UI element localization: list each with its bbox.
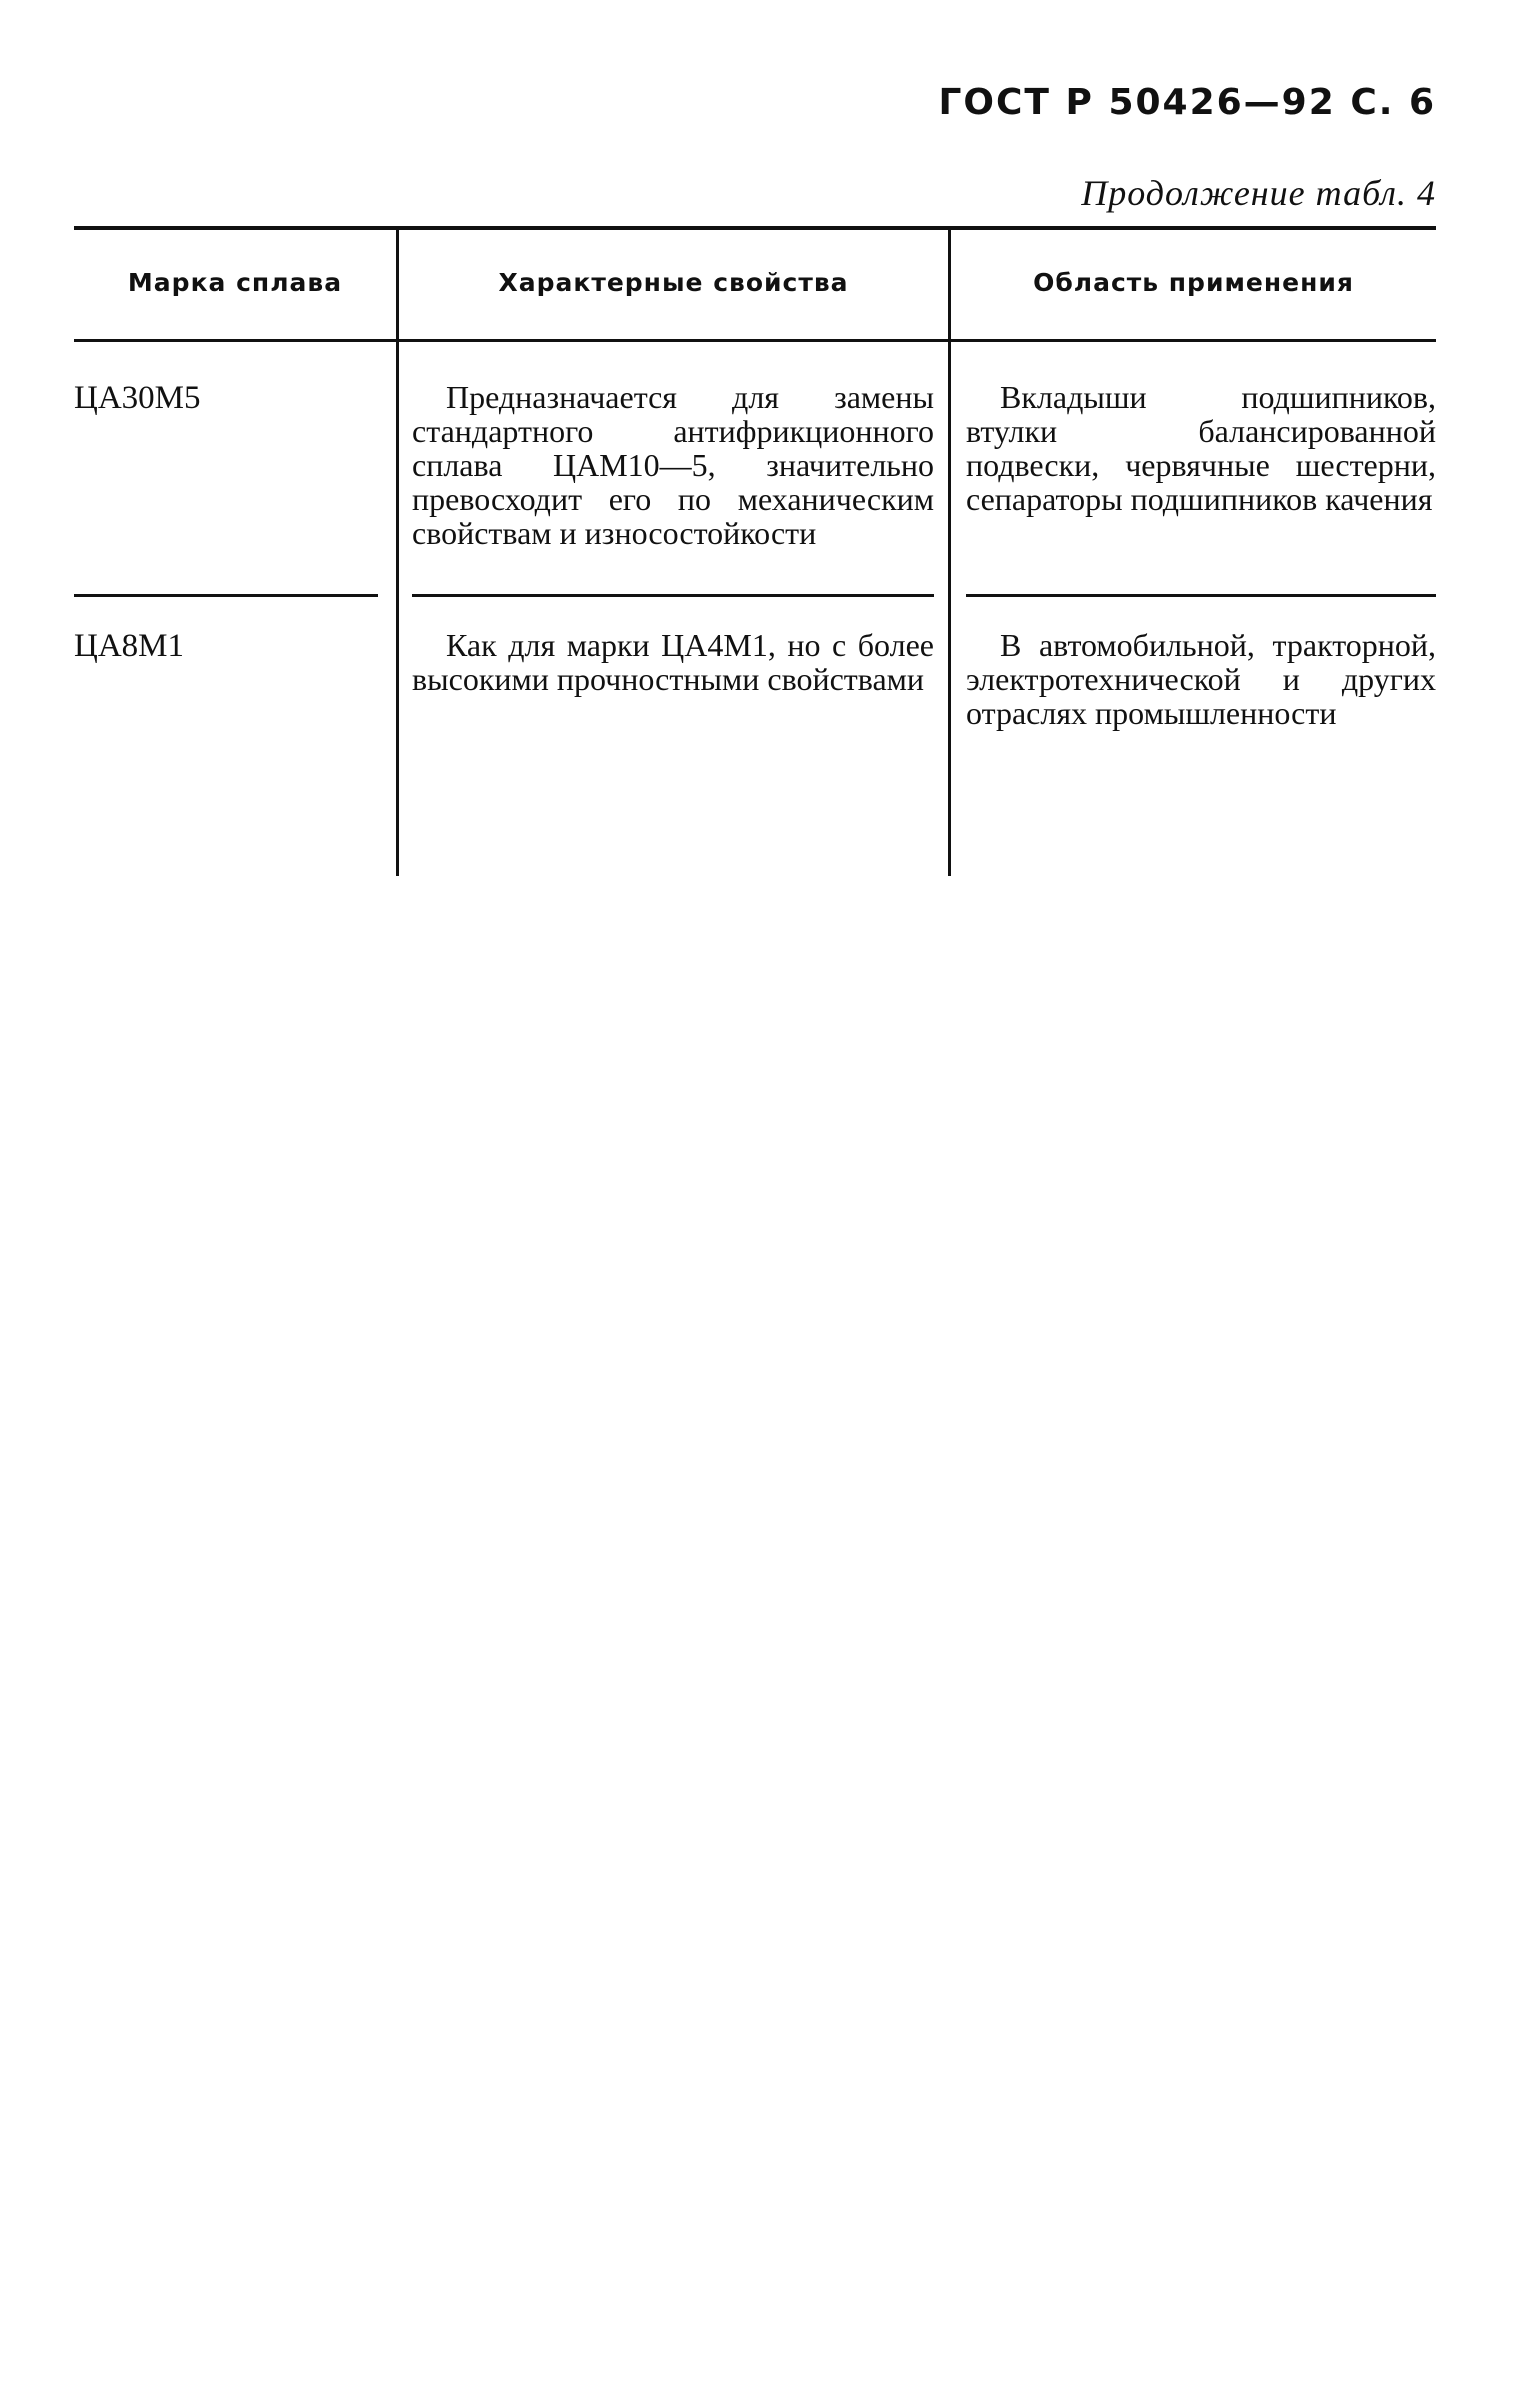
row-separator-properties xyxy=(412,594,934,597)
alloy-table xyxy=(74,226,1436,876)
column-divider-2 xyxy=(948,230,951,876)
table-continuation-label: Продолжение табл. 4 xyxy=(1081,173,1436,213)
table-row-1-properties: Предназначается для замены стандартного антифрикционного сплава ЦАМ10—5, значительно превосходит его по механическим свойствам и износостойкости xyxy=(412,379,934,551)
table-row-2-application: В автомобильной, тракторной, электротехнической и других отраслях промышленности xyxy=(966,627,1436,731)
table-row-2-properties: Как для марки ЦА4М1, но с более высокими прочностными свойствами xyxy=(412,627,934,697)
table-row-2-grade: ЦА8М1 xyxy=(74,628,185,664)
header-bottom-rule xyxy=(74,339,1436,342)
table-row-1-grade: ЦА30М5 xyxy=(74,380,201,416)
column-divider-1 xyxy=(396,230,399,876)
column-header-properties: Характерные свойства xyxy=(498,268,849,297)
table-row-1-application: Вкладыши подшипников, втулки балансированной подвески, червячные шестерни, сепараторы подшипников качения xyxy=(966,379,1436,517)
column-header-application: Область применения xyxy=(1033,268,1354,297)
table-top-rule xyxy=(74,226,1436,230)
column-header-grade: Марка сплава xyxy=(127,268,343,297)
row-separator-application xyxy=(966,594,1436,597)
row-separator-grade xyxy=(74,594,378,597)
page-header: ГОСТ Р 50426—92 С. 6 xyxy=(938,82,1436,123)
